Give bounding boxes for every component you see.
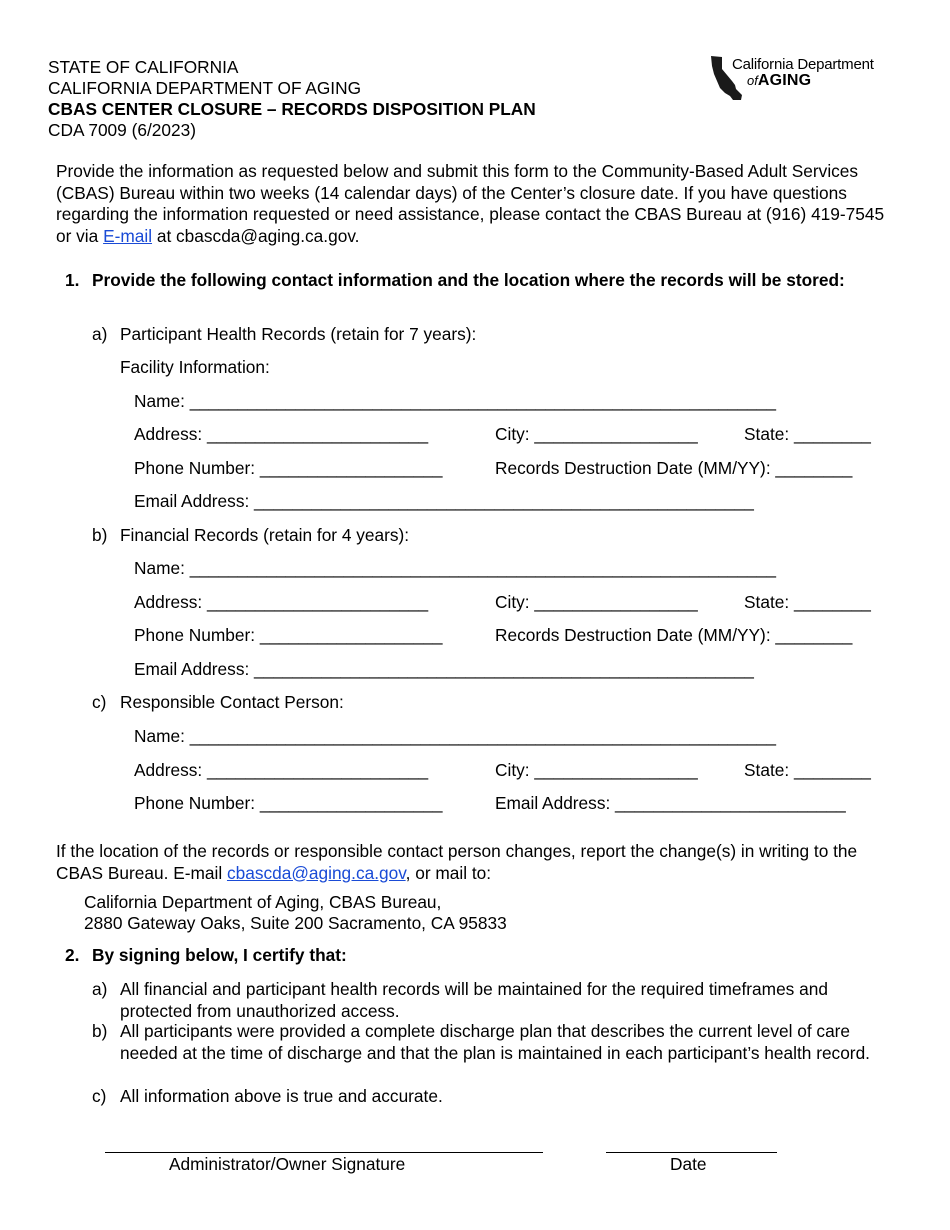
contact-person-label: Responsible Contact Person: bbox=[120, 692, 344, 712]
health-state-field[interactable]: State: ________ bbox=[744, 424, 871, 444]
change-notice bbox=[56, 841, 896, 884]
signature-label: Administrator/Owner Signature bbox=[169, 1154, 406, 1174]
date-label: Date bbox=[670, 1154, 707, 1174]
intro-text: Provide the information as requested below and submit this form to the Community-Based Adult Services (CBAS) Bureau within two weeks (14 calendar days) of the Center’s closure date. If you have questions regarding the information requested or need assistance, please contact the CBAS Bureau at (916) 419-7545 or via bbox=[56, 161, 885, 246]
signature-line[interactable] bbox=[105, 1152, 543, 1153]
health-name-field[interactable]: Name: _____________________________________________________________ bbox=[134, 391, 776, 411]
contact-city-field[interactable]: City: _________________ bbox=[495, 760, 698, 780]
email-link[interactable]: E-mail bbox=[103, 225, 153, 246]
certify-item-b-letter: b) bbox=[92, 1021, 108, 1041]
department-label: CALIFORNIA DEPARTMENT OF AGING bbox=[48, 78, 362, 98]
financial-email-field[interactable]: Email Address: ____________________________________________________ bbox=[134, 659, 754, 679]
logo-line1: California Department bbox=[732, 56, 874, 73]
state-label: STATE OF CALIFORNIA bbox=[48, 57, 239, 77]
item-a-letter: a) bbox=[92, 324, 108, 344]
certify-item-b: All participants were provided a complete discharge plan that describes the current level of care needed at the time of discharge and that the plan is maintained in each participant’s health record. bbox=[120, 1021, 870, 1063]
certify-item-a: All financial and participant health records will be maintained for the required timeframes and protected from unauthorized access. bbox=[120, 979, 828, 1021]
financial-address-field[interactable]: Address: _______________________ bbox=[134, 592, 429, 612]
intro-paragraph bbox=[56, 161, 886, 247]
health-phone-field[interactable]: Phone Number: ___________________ bbox=[134, 458, 443, 478]
mail-address-line1: California Department of Aging, CBAS Bureau, bbox=[84, 892, 442, 912]
logo-of: of bbox=[747, 73, 758, 88]
cda-logo bbox=[708, 54, 898, 102]
certify-item-c-letter: c) bbox=[92, 1086, 107, 1106]
contact-phone-field[interactable]: Phone Number: ___________________ bbox=[134, 793, 443, 813]
date-line[interactable] bbox=[606, 1152, 777, 1153]
contact-state-field[interactable]: State: ________ bbox=[744, 760, 871, 780]
health-city-field[interactable]: City: _________________ bbox=[495, 424, 698, 444]
item-b-letter: b) bbox=[92, 525, 108, 545]
cbas-email-link[interactable]: cbascda@aging.ca.gov bbox=[226, 862, 406, 883]
mail-address-line2: 2880 Gateway Oaks, Suite 200 Sacramento, CA 95833 bbox=[84, 913, 507, 933]
form-title: CBAS CENTER CLOSURE – RECORDS DISPOSITION PLAN bbox=[48, 99, 536, 119]
facility-info-label: Facility Information: bbox=[120, 357, 270, 377]
health-records-label: Participant Health Records (retain for 7 years): bbox=[120, 324, 477, 344]
contact-address-field[interactable]: Address: _______________________ bbox=[134, 760, 429, 780]
health-address-field[interactable]: Address: _______________________ bbox=[134, 424, 429, 444]
financial-destruction-date-field[interactable]: Records Destruction Date (MM/YY): ________ bbox=[495, 625, 853, 645]
logo-aging: AGING bbox=[757, 72, 812, 89]
health-email-field[interactable]: Email Address: ____________________________________________________ bbox=[134, 491, 754, 511]
section2-heading: By signing below, I certify that: bbox=[92, 945, 347, 965]
contact-name-field[interactable]: Name: _____________________________________________________________ bbox=[134, 726, 776, 746]
logo-line2 bbox=[747, 72, 811, 90]
section1-heading: Provide the following contact information and the location where the records will be stored: bbox=[92, 270, 845, 290]
financial-records-label: Financial Records (retain for 4 years): bbox=[120, 525, 410, 545]
financial-city-field[interactable]: City: _________________ bbox=[495, 592, 698, 612]
section2-number: 2. bbox=[65, 945, 80, 965]
contact-email-field[interactable]: Email Address: ________________________ bbox=[495, 793, 846, 813]
financial-phone-field[interactable]: Phone Number: ___________________ bbox=[134, 625, 443, 645]
certify-item-c: All information above is true and accurate. bbox=[120, 1086, 443, 1106]
intro-text-end: at cbascda@aging.ca.gov. bbox=[152, 225, 360, 246]
change-notice-text-end: , or mail to: bbox=[405, 862, 492, 883]
change-notice-text: If the location of the records or responsible contact person changes, report the change(s) in writing to the CBAS Bureau. E-mail bbox=[56, 841, 858, 883]
financial-name-field[interactable]: Name: _____________________________________________________________ bbox=[134, 558, 776, 578]
item-c-letter: c) bbox=[92, 692, 107, 712]
certify-item-a-letter: a) bbox=[92, 979, 108, 999]
form-id: CDA 7009 (6/2023) bbox=[48, 120, 196, 140]
financial-state-field[interactable]: State: ________ bbox=[744, 592, 871, 612]
section1-number: 1. bbox=[65, 270, 80, 290]
health-destruction-date-field[interactable]: Records Destruction Date (MM/YY): ________ bbox=[495, 458, 853, 478]
